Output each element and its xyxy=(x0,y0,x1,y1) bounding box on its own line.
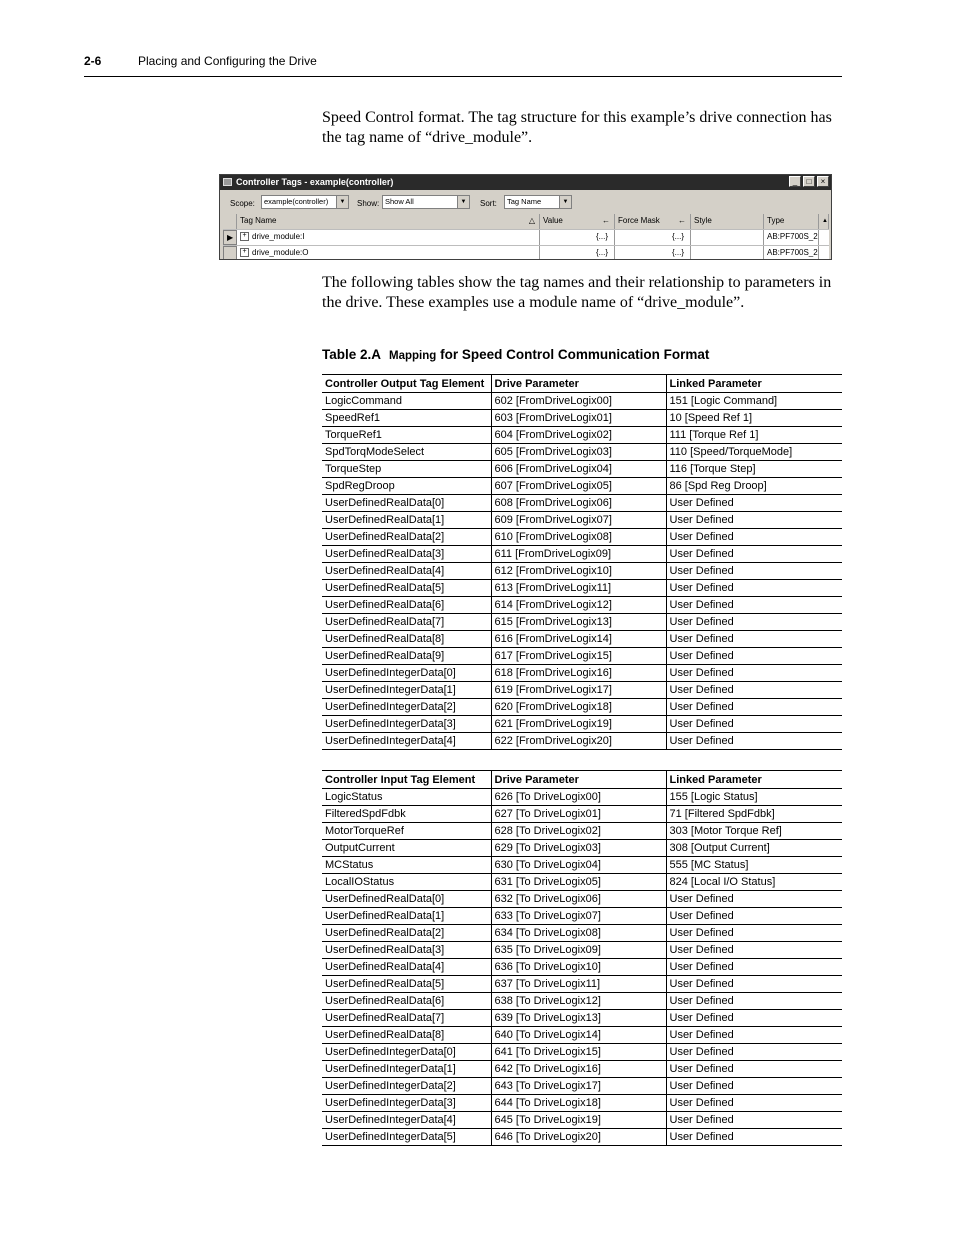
table-row xyxy=(322,993,842,1010)
table-cell: User Defined xyxy=(666,512,842,529)
tag-name-cell[interactable]: + drive_module:O xyxy=(237,246,540,260)
table-cell: UserDefinedRealData[9] xyxy=(322,648,491,665)
chevron-down-icon[interactable]: ▼ xyxy=(336,196,348,208)
scope-value: example(controller) xyxy=(264,197,329,206)
table-cell: MotorTorqueRef xyxy=(322,823,491,840)
column-force-mask[interactable]: Force Mask ← xyxy=(615,214,691,229)
table-row xyxy=(322,1027,842,1044)
column-style[interactable]: Style xyxy=(691,214,764,229)
table-row xyxy=(322,908,842,925)
table-cell: 610 [FromDriveLogix08] xyxy=(491,529,666,546)
table-cell: 620 [FromDriveLogix18] xyxy=(491,699,666,716)
table-cell: User Defined xyxy=(666,1027,842,1044)
table-row xyxy=(322,410,842,427)
intro-paragraph: Speed Control format. The tag structure for this example’s drive connection has the tag name of “drive_module”. xyxy=(322,109,832,146)
table-cell: UserDefinedIntegerData[2] xyxy=(322,699,491,716)
table-cell: UserDefinedRealData[8] xyxy=(322,1027,491,1044)
show-value: Show All xyxy=(385,197,414,206)
window-title: Controller Tags - example(controller) xyxy=(236,177,394,187)
table-row xyxy=(322,580,842,597)
table-cell: User Defined xyxy=(666,580,842,597)
table-cell: 639 [To DriveLogix13] xyxy=(491,1010,666,1027)
table-cell: UserDefinedRealData[6] xyxy=(322,597,491,614)
tag-row[interactable] xyxy=(223,230,829,246)
grid-header xyxy=(223,214,829,230)
table-cell: UserDefinedIntegerData[1] xyxy=(322,682,491,699)
table-cell: User Defined xyxy=(666,665,842,682)
table-cell: 646 [To DriveLogix20] xyxy=(491,1129,666,1146)
table-cell: UserDefinedRealData[7] xyxy=(322,614,491,631)
tag-name-cell[interactable]: + drive_module:I xyxy=(237,230,540,245)
table-row xyxy=(322,925,842,942)
table-cell: UserDefinedIntegerData[3] xyxy=(322,716,491,733)
table-cell: LogicCommand xyxy=(322,393,491,410)
app-icon xyxy=(223,178,232,186)
table-row xyxy=(322,461,842,478)
table-row xyxy=(322,942,842,959)
table-cell: 155 [Logic Status] xyxy=(666,789,842,806)
table-cell: UserDefinedIntegerData[4] xyxy=(322,1112,491,1129)
input-mapping-table xyxy=(322,770,842,1146)
table-cell: 636 [To DriveLogix10] xyxy=(491,959,666,976)
table-cell: 635 [To DriveLogix09] xyxy=(491,942,666,959)
chapter-title: Placing and Configuring the Drive xyxy=(138,54,317,68)
table-cell: User Defined xyxy=(666,908,842,925)
table-row xyxy=(322,529,842,546)
table-cell: User Defined xyxy=(666,563,842,580)
table-cell: 645 [To DriveLogix19] xyxy=(491,1112,666,1129)
table-caption xyxy=(322,347,709,362)
table-row xyxy=(322,546,842,563)
table-cell: 605 [FromDriveLogix03] xyxy=(491,444,666,461)
table-cell: 555 [MC Status] xyxy=(666,857,842,874)
tag-force-cell[interactable]: {...} xyxy=(615,246,691,260)
table-cell: UserDefinedRealData[1] xyxy=(322,512,491,529)
explanation-paragraph: The following tables show the tag names and their relationship to parameters in the drive. These examples use a module name of “drive_module”. xyxy=(322,274,832,311)
table-row xyxy=(322,563,842,580)
table-cell: 616 [FromDriveLogix14] xyxy=(491,631,666,648)
table-cell: 642 [To DriveLogix16] xyxy=(491,1061,666,1078)
expand-icon[interactable]: + xyxy=(240,248,249,257)
table-cell: SpdTorqModeSelect xyxy=(322,444,491,461)
tag-row[interactable] xyxy=(223,246,829,260)
table-row xyxy=(322,478,842,495)
arrow-left-icon: ← xyxy=(602,216,610,225)
table-cell: User Defined xyxy=(666,1078,842,1095)
table-cell: LogicStatus xyxy=(322,789,491,806)
table-row xyxy=(322,1044,842,1061)
table-cell: User Defined xyxy=(666,891,842,908)
table-cell: UserDefinedIntegerData[0] xyxy=(322,665,491,682)
table-row xyxy=(322,699,842,716)
controller-tags-window xyxy=(219,174,832,260)
table-cell: 609 [FromDriveLogix07] xyxy=(491,512,666,529)
sort-label: Sort: xyxy=(480,199,497,208)
column-value[interactable]: Value ← xyxy=(540,214,615,229)
table-row xyxy=(322,631,842,648)
tag-type-cell[interactable]: AB:PF700S_2 xyxy=(764,246,819,260)
column-type[interactable]: Type xyxy=(764,214,819,229)
tag-grid xyxy=(223,214,829,260)
chevron-down-icon[interactable]: ▼ xyxy=(457,196,469,208)
table-cell: 604 [FromDriveLogix02] xyxy=(491,427,666,444)
table-cell: User Defined xyxy=(666,942,842,959)
table-cell: UserDefinedRealData[2] xyxy=(322,925,491,942)
header-rule xyxy=(84,76,842,77)
table-row xyxy=(322,682,842,699)
table-cell: User Defined xyxy=(666,699,842,716)
tag-value-cell[interactable]: {...} xyxy=(540,230,615,245)
table-cell: 640 [To DriveLogix14] xyxy=(491,1027,666,1044)
table-cell: UserDefinedIntegerData[2] xyxy=(322,1078,491,1095)
table-cell: MCStatus xyxy=(322,857,491,874)
show-select[interactable] xyxy=(382,195,470,209)
table-cell: UserDefinedRealData[3] xyxy=(322,546,491,563)
table-cell: UserDefinedRealData[2] xyxy=(322,529,491,546)
table-cell: 615 [FromDriveLogix13] xyxy=(491,614,666,631)
table-cell: 603 [FromDriveLogix01] xyxy=(491,410,666,427)
table-cell: 633 [To DriveLogix07] xyxy=(491,908,666,925)
table-cell: 618 [FromDriveLogix16] xyxy=(491,665,666,682)
table-cell: 10 [Speed Ref 1] xyxy=(666,410,842,427)
table-cell: 637 [To DriveLogix11] xyxy=(491,976,666,993)
table-cell: 308 [Output Current] xyxy=(666,840,842,857)
table-row xyxy=(322,789,842,806)
table-header-row xyxy=(322,771,842,789)
table-cell: SpeedRef1 xyxy=(322,410,491,427)
table-cell: User Defined xyxy=(666,1112,842,1129)
table-row xyxy=(322,665,842,682)
table-cell: User Defined xyxy=(666,716,842,733)
table-cell: UserDefinedIntegerData[4] xyxy=(322,733,491,750)
output-mapping-table xyxy=(322,374,842,750)
table-cell: 613 [FromDriveLogix11] xyxy=(491,580,666,597)
scope-label: Scope: xyxy=(230,199,255,208)
table-cell: 110 [Speed/TorqueMode] xyxy=(666,444,842,461)
table-row xyxy=(322,874,842,891)
scroll-up-icon[interactable]: ▲ xyxy=(819,214,829,229)
column-header: Drive Parameter xyxy=(491,375,666,393)
table-cell: UserDefinedIntegerData[1] xyxy=(322,1061,491,1078)
table-cell: User Defined xyxy=(666,1095,842,1112)
table-cell: 303 [Motor Torque Ref] xyxy=(666,823,842,840)
table-cell: 611 [FromDriveLogix09] xyxy=(491,546,666,563)
table-row xyxy=(322,1095,842,1112)
table-cell: 644 [To DriveLogix18] xyxy=(491,1095,666,1112)
table-cell: User Defined xyxy=(666,648,842,665)
scope-select[interactable] xyxy=(261,195,349,209)
table-cell: 86 [Spd Reg Droop] xyxy=(666,478,842,495)
tag-style-cell[interactable] xyxy=(691,246,764,260)
table-cell: UserDefinedRealData[0] xyxy=(322,495,491,512)
output-table-body xyxy=(322,393,842,750)
table-row xyxy=(322,823,842,840)
table-cell: User Defined xyxy=(666,597,842,614)
tag-toolbar xyxy=(220,190,831,214)
table-cell: LocalIOStatus xyxy=(322,874,491,891)
sort-select[interactable] xyxy=(504,195,572,209)
table-row xyxy=(322,891,842,908)
table-cell: 638 [To DriveLogix12] xyxy=(491,993,666,1010)
table-row xyxy=(322,1010,842,1027)
table-cell: UserDefinedRealData[0] xyxy=(322,891,491,908)
table-row xyxy=(322,597,842,614)
row-selector xyxy=(223,246,237,260)
expand-icon[interactable]: + xyxy=(240,232,249,241)
table-cell: UserDefinedRealData[3] xyxy=(322,942,491,959)
table-cell: UserDefinedIntegerData[5] xyxy=(322,1129,491,1146)
close-button[interactable]: × xyxy=(817,176,829,187)
table-cell: User Defined xyxy=(666,993,842,1010)
table-label: Table 2.A xyxy=(322,347,382,362)
table-cell: User Defined xyxy=(666,529,842,546)
caption-prefix: Mapping xyxy=(389,350,437,362)
table-cell: User Defined xyxy=(666,1061,842,1078)
table-row xyxy=(322,976,842,993)
table-cell: 619 [FromDriveLogix17] xyxy=(491,682,666,699)
tag-force-cell[interactable]: {...} xyxy=(615,230,691,245)
table-cell: 608 [FromDriveLogix06] xyxy=(491,495,666,512)
column-header: Linked Parameter xyxy=(666,771,842,789)
table-cell: UserDefinedRealData[7] xyxy=(322,1010,491,1027)
table-cell: 824 [Local I/O Status] xyxy=(666,874,842,891)
sort-ascending-icon: △ xyxy=(528,216,535,225)
column-header: Controller Input Tag Element xyxy=(322,771,491,789)
table-cell: UserDefinedRealData[8] xyxy=(322,631,491,648)
table-cell: 643 [To DriveLogix17] xyxy=(491,1078,666,1095)
table-row xyxy=(322,444,842,461)
table-cell: OutputCurrent xyxy=(322,840,491,857)
column-header: Controller Output Tag Element xyxy=(322,375,491,393)
tag-value-cell[interactable]: {...} xyxy=(540,246,615,260)
table-cell: 614 [FromDriveLogix12] xyxy=(491,597,666,614)
table-row xyxy=(322,959,842,976)
table-row xyxy=(322,648,842,665)
table-row xyxy=(322,716,842,733)
table-cell: 116 [Torque Step] xyxy=(666,461,842,478)
table-cell: User Defined xyxy=(666,1129,842,1146)
table-row xyxy=(322,427,842,444)
table-cell: 607 [FromDriveLogix05] xyxy=(491,478,666,495)
table-cell: 617 [FromDriveLogix15] xyxy=(491,648,666,665)
table-cell: TorqueRef1 xyxy=(322,427,491,444)
table-row xyxy=(322,614,842,631)
sort-value: Tag Name xyxy=(507,197,542,206)
tag-style-cell[interactable] xyxy=(691,230,764,245)
table-row xyxy=(322,393,842,410)
table-cell: User Defined xyxy=(666,546,842,563)
table-cell: 632 [To DriveLogix06] xyxy=(491,891,666,908)
table-cell: User Defined xyxy=(666,959,842,976)
table-cell: UserDefinedRealData[5] xyxy=(322,976,491,993)
table-cell: User Defined xyxy=(666,976,842,993)
table-cell: TorqueStep xyxy=(322,461,491,478)
table-cell: UserDefinedRealData[4] xyxy=(322,959,491,976)
page-number: 2-6 xyxy=(84,54,102,68)
table-row xyxy=(322,1112,842,1129)
table-cell: User Defined xyxy=(666,682,842,699)
table-cell: User Defined xyxy=(666,1010,842,1027)
table-cell: 606 [FromDriveLogix04] xyxy=(491,461,666,478)
table-row xyxy=(322,1061,842,1078)
table-cell: 631 [To DriveLogix05] xyxy=(491,874,666,891)
maximize-button[interactable]: □ xyxy=(803,176,815,187)
table-cell: UserDefinedRealData[5] xyxy=(322,580,491,597)
tag-type-cell[interactable]: AB:PF700S_2 xyxy=(764,230,819,245)
table-row xyxy=(322,512,842,529)
table-row xyxy=(322,1078,842,1095)
table-row xyxy=(322,495,842,512)
table-cell: 111 [Torque Ref 1] xyxy=(666,427,842,444)
chevron-down-icon[interactable]: ▼ xyxy=(559,196,571,208)
column-header: Linked Parameter xyxy=(666,375,842,393)
table-header-row xyxy=(322,375,842,393)
table-cell: User Defined xyxy=(666,733,842,750)
column-header: Drive Parameter xyxy=(491,771,666,789)
window-titlebar[interactable] xyxy=(220,175,831,190)
caption-text: for Speed Control Communication Format xyxy=(440,347,710,362)
table-cell: 151 [Logic Command] xyxy=(666,393,842,410)
table-cell: 621 [FromDriveLogix19] xyxy=(491,716,666,733)
table-cell: UserDefinedRealData[6] xyxy=(322,993,491,1010)
table-cell: UserDefinedRealData[4] xyxy=(322,563,491,580)
table-cell: 627 [To DriveLogix01] xyxy=(491,806,666,823)
table-cell: User Defined xyxy=(666,631,842,648)
table-row xyxy=(322,857,842,874)
table-cell: 602 [FromDriveLogix00] xyxy=(491,393,666,410)
input-table-body xyxy=(322,789,842,1146)
minimize-button[interactable]: _ xyxy=(789,176,801,187)
row-selector-header xyxy=(223,214,237,229)
table-cell: 629 [To DriveLogix03] xyxy=(491,840,666,857)
table-cell: 630 [To DriveLogix04] xyxy=(491,857,666,874)
table-row xyxy=(322,840,842,857)
table-row xyxy=(322,1129,842,1146)
table-cell: 641 [To DriveLogix15] xyxy=(491,1044,666,1061)
table-row xyxy=(322,733,842,750)
table-cell: User Defined xyxy=(666,495,842,512)
table-cell: UserDefinedRealData[1] xyxy=(322,908,491,925)
table-cell: 628 [To DriveLogix02] xyxy=(491,823,666,840)
table-cell: UserDefinedIntegerData[0] xyxy=(322,1044,491,1061)
table-cell: 71 [Filtered SpdFdbk] xyxy=(666,806,842,823)
table-row xyxy=(322,806,842,823)
table-cell: User Defined xyxy=(666,614,842,631)
table-cell: User Defined xyxy=(666,925,842,942)
table-cell: 622 [FromDriveLogix20] xyxy=(491,733,666,750)
column-tag-name[interactable]: Tag Name △ xyxy=(237,214,540,229)
table-cell: 626 [To DriveLogix00] xyxy=(491,789,666,806)
table-cell: UserDefinedIntegerData[3] xyxy=(322,1095,491,1112)
arrow-left-icon: ← xyxy=(678,216,686,225)
table-cell: User Defined xyxy=(666,1044,842,1061)
table-cell: SpdRegDroop xyxy=(322,478,491,495)
show-label: Show: xyxy=(357,199,380,208)
table-cell: 634 [To DriveLogix08] xyxy=(491,925,666,942)
row-pointer-icon: ▶ xyxy=(223,230,237,245)
table-cell: FilteredSpdFdbk xyxy=(322,806,491,823)
table-cell: 612 [FromDriveLogix10] xyxy=(491,563,666,580)
